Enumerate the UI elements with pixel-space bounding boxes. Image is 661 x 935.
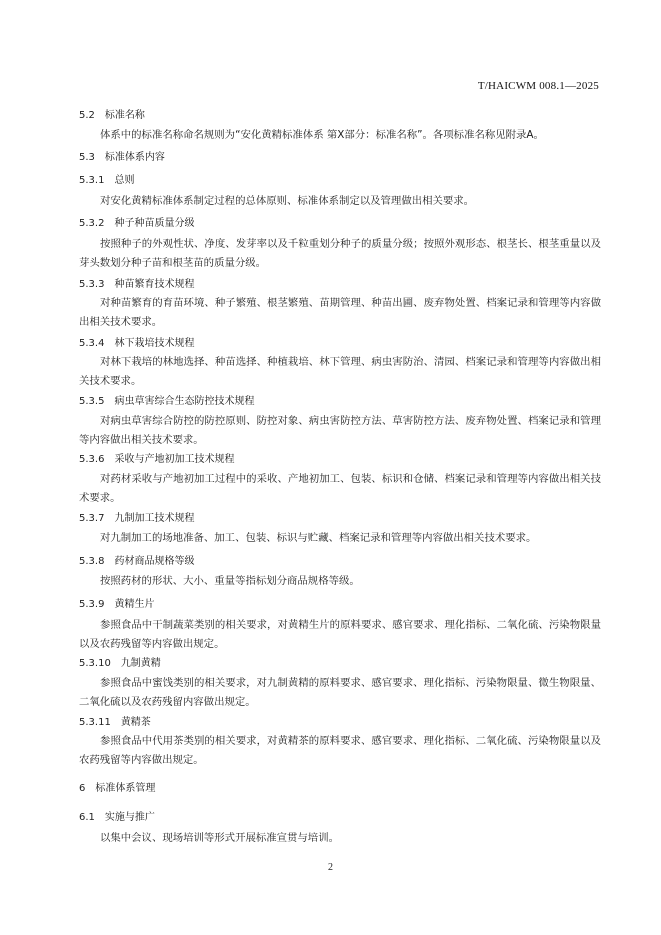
section-title: 黄精生片 bbox=[114, 599, 155, 610]
section-paragraph: 对林下栽培的林地选择、种苗选择、种植栽培、林下管理、病虫害防治、清园、档案记录和管理等内容做出相关技术要求。 bbox=[79, 356, 601, 387]
section-number: 5.3.3 bbox=[79, 279, 105, 290]
document-code: T/HAICWM 008.1—2025 bbox=[477, 80, 599, 92]
section-title: 病虫草害综合生态防控技术规程 bbox=[114, 396, 255, 407]
section-paragraph: 体系中的标准名称命名规则为“安化黄精标准体系 第X部分：标准名称”。各项标准名称见附录A。 bbox=[100, 129, 544, 141]
section-paragraph: 对九制加工的场地准备、加工、包装、标识与贮藏、档案记录和管理等内容做出相关技术要求。 bbox=[100, 532, 537, 544]
section-number: 5.3.9 bbox=[79, 599, 105, 610]
section-number: 5.3.4 bbox=[79, 338, 105, 349]
section-number: 6.1 bbox=[79, 812, 95, 823]
section-number: 5.3.1 bbox=[79, 175, 105, 186]
section-title: 总则 bbox=[114, 175, 135, 186]
section-number: 5.3.8 bbox=[79, 556, 105, 567]
page-number: 2 bbox=[328, 862, 333, 873]
section-title: 黄精茶 bbox=[120, 717, 151, 728]
section-heading bbox=[79, 716, 151, 730]
section-title: 标准名称 bbox=[104, 110, 145, 121]
section-heading bbox=[79, 109, 145, 123]
section-number: 5.3.6 bbox=[79, 454, 105, 465]
section-heading bbox=[79, 657, 161, 671]
section-title: 药材商品规格等级 bbox=[114, 556, 195, 567]
section-title: 种苗繁育技术规程 bbox=[114, 279, 195, 290]
section-heading bbox=[79, 782, 155, 796]
section-heading bbox=[79, 555, 194, 569]
section-heading bbox=[79, 151, 165, 165]
section-paragraph: 以集中会议、现场培训等形式开展标准宣贯与培训。 bbox=[100, 832, 339, 844]
section-title: 种子种苗质量分级 bbox=[114, 218, 195, 229]
section-paragraph: 按照种子的外观性状、净度、发芽率以及千粒重划分种子的质量分级；按照外观形态、根茎长、根茎重量以及芽头数划分种子苗和根茎苗的质量分级。 bbox=[79, 238, 601, 269]
section-number: 5.2 bbox=[79, 110, 95, 121]
section-heading bbox=[79, 174, 134, 188]
section-paragraph: 对种苗繁育的育苗环境、种子繁殖、根茎繁殖、苗期管理、种苗出圃、废弃物处置、档案记录和管理等内容做出相关技术要求。 bbox=[79, 297, 601, 328]
section-paragraph: 参照食品中蜜饯类别的相关要求，对九制黄精的原料要求、感官要求、理化指标、污染物限量、微生物限量、二氧化硫以及农药残留内容做出规定。 bbox=[79, 677, 601, 708]
section-paragraph: 对药材采收与产地初加工过程中的采收、产地初加工、包装、标识和仓储、档案记录和管理等内容做出相关技术要求。 bbox=[79, 473, 601, 504]
section-number: 6 bbox=[79, 783, 86, 794]
section-number: 5.3.5 bbox=[79, 396, 105, 407]
section-paragraph: 对安化黄精标准体系制定过程的总体原则、标准体系制定以及管理做出相关要求。 bbox=[100, 195, 475, 207]
section-heading bbox=[79, 337, 194, 351]
section-title: 标准体系管理 bbox=[95, 783, 156, 794]
section-title: 实施与推广 bbox=[104, 812, 155, 823]
section-number: 5.3 bbox=[79, 152, 95, 163]
section-title: 林下栽培技术规程 bbox=[114, 338, 195, 349]
section-heading bbox=[79, 395, 254, 409]
section-heading bbox=[79, 512, 194, 526]
section-number: 5.3.7 bbox=[79, 513, 105, 524]
section-number: 5.3.11 bbox=[79, 717, 111, 728]
section-title: 采收与产地初加工技术规程 bbox=[114, 454, 235, 465]
section-paragraph: 对病虫草害综合防控的防控原则、防控对象、病虫害防控方法、草害防控方法、废弃物处置、档案记录和管理等内容做出相关技术要求。 bbox=[79, 415, 601, 446]
section-paragraph: 参照食品中干制蔬菜类别的相关要求，对黄精生片的原料要求、感官要求、理化指标、二氧化硫、污染物限量以及农药残留等内容做出规定。 bbox=[79, 619, 601, 650]
section-heading bbox=[79, 278, 194, 292]
section-heading bbox=[79, 598, 154, 612]
section-title: 九制黄精 bbox=[120, 658, 161, 669]
section-heading bbox=[79, 217, 194, 231]
section-title: 标准体系内容 bbox=[104, 152, 165, 163]
section-heading bbox=[79, 453, 234, 467]
section-heading bbox=[79, 811, 155, 825]
section-number: 5.3.10 bbox=[79, 658, 111, 669]
section-title: 九制加工技术规程 bbox=[114, 513, 195, 524]
section-paragraph: 按照药材的形状、大小、重量等指标划分商品规格等级。 bbox=[100, 575, 360, 587]
section-number: 5.3.2 bbox=[79, 218, 105, 229]
section-paragraph: 参照食品中代用茶类别的相关要求，对黄精茶的原料要求、感官要求、理化指标、二氧化硫、污染物限量以及农药残留等内容做出规定。 bbox=[79, 735, 601, 766]
